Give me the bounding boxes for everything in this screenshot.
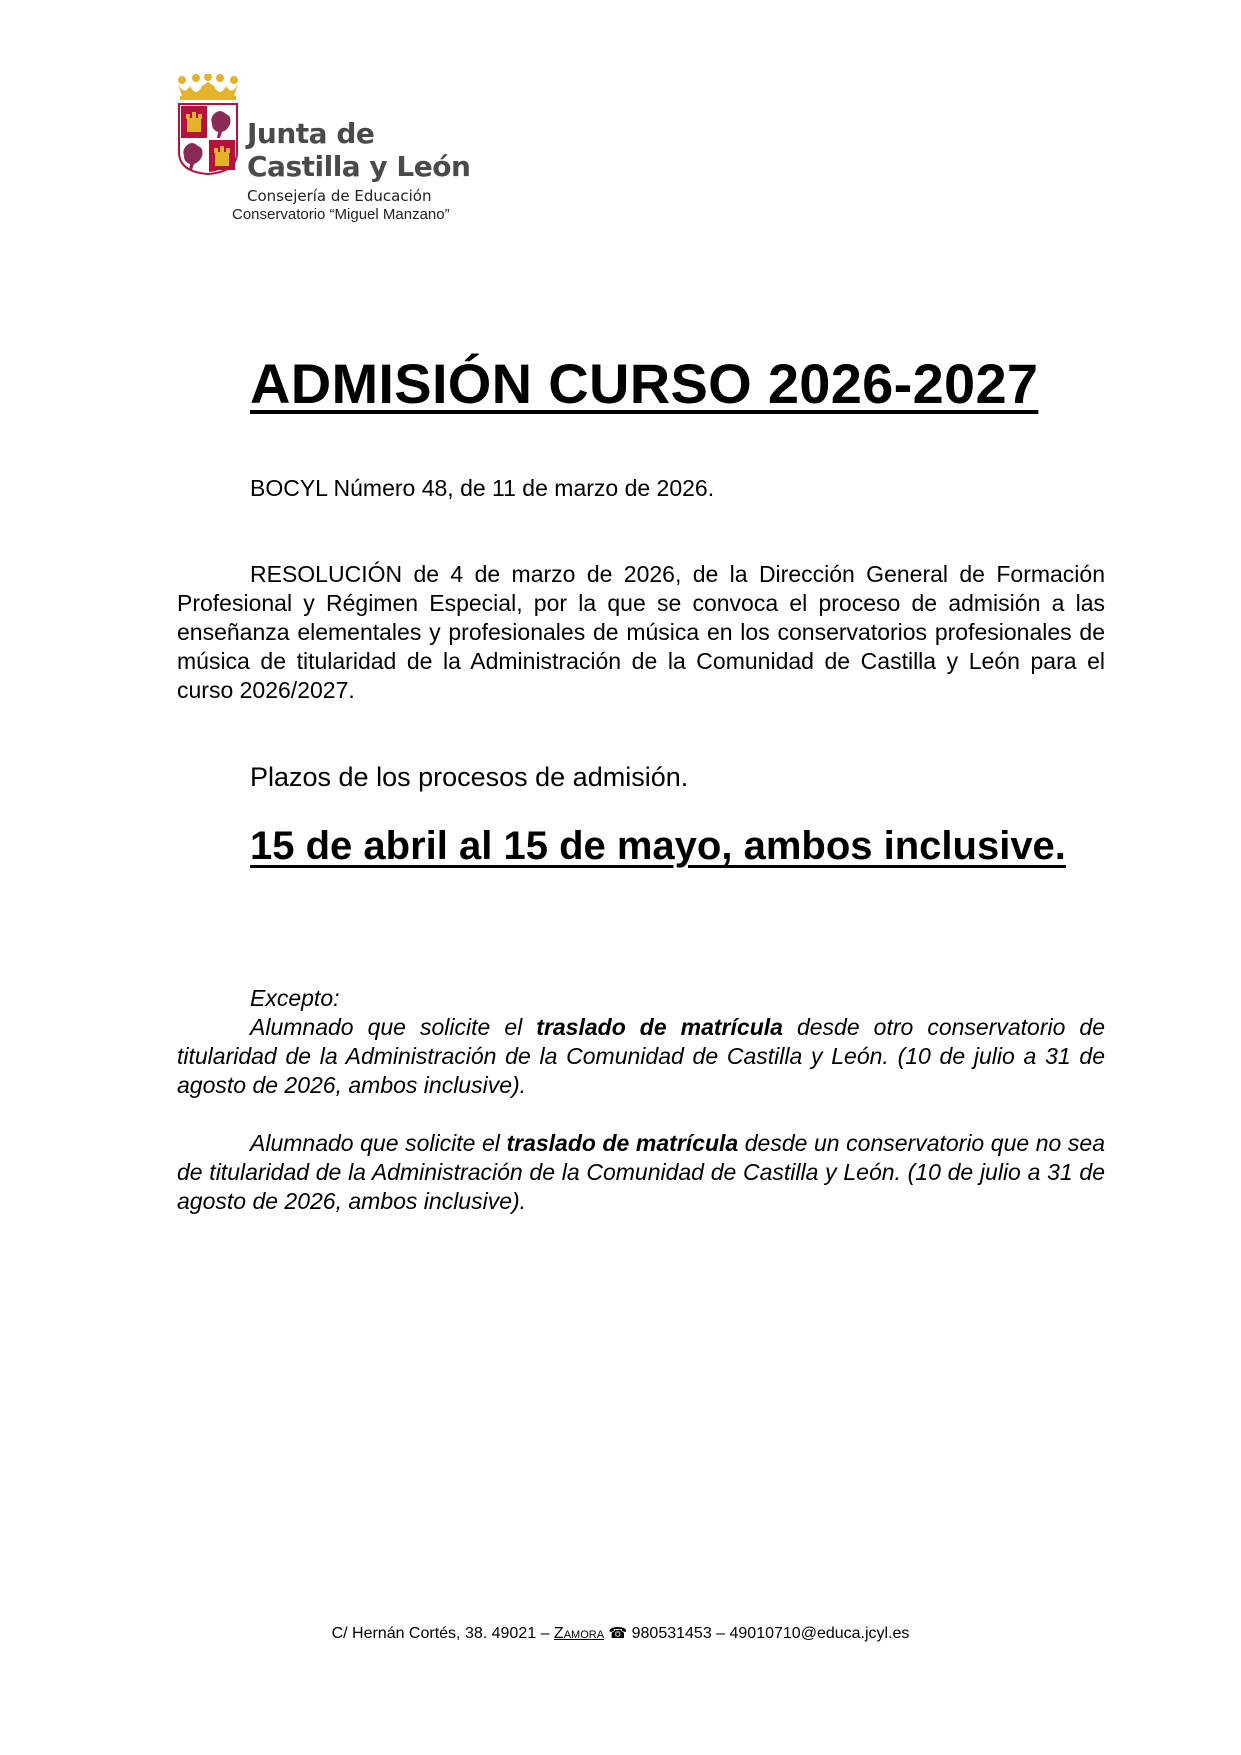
footer-address: C/ Hernán Cortés, 38. 49021 – [331, 1625, 554, 1642]
exceptions-label: Excepto: [250, 985, 340, 1011]
organization-name-line1: Junta de [247, 117, 375, 150]
department-name: Consejería de Educación [247, 187, 432, 205]
exception-1-text-start: Alumnado que solicite el [250, 1014, 537, 1040]
organization-name-line2: Castilla y León [247, 150, 471, 183]
exception-2-text-end: desde un conservatorio que no sea de titularidad de la Administración de la Comunidad de Castilla y León. (10 de julio a 31 de agosto de 2026, ambos inclusive). [177, 1130, 1105, 1214]
exception-1-highlight: traslado de matrícula [536, 1014, 783, 1040]
page-footer [0, 1624, 1241, 1643]
document-title: ADMISIÓN CURSO 2026-2027 [250, 352, 1039, 415]
footer-contact: 980531453 – 49010710@educa.jcyl.es [627, 1625, 910, 1642]
deadlines-dates: 15 de abril al 15 de mayo, ambos inclusive. [250, 824, 1066, 868]
bocyl-reference: BOCYL Número 48, de 11 de marzo de 2026. [250, 475, 715, 501]
school-name: Conservatorio “Miguel Manzano” [232, 206, 450, 223]
exception-2-text-start: Alumnado que solicite el [250, 1130, 507, 1156]
organization-name [247, 117, 470, 183]
footer-city: Zamora [553, 1625, 605, 1642]
resolution-paragraph: RESOLUCIÓN de 4 de marzo de 2026, de la Dirección General de Formación Profesional y Régimen Especial, por la que se convoca el proceso de admisión a las enseñanza elementales y profesionales de música en los conservatorios profesionales de música de titularidad de la Administración de la Comunidad de Castilla y León para el curso 2026/2027. [177, 561, 1105, 703]
telephone-icon: ☎ [608, 1624, 628, 1642]
exception-paragraph-1 [177, 1013, 1105, 1100]
exception-paragraph-2 [177, 1129, 1105, 1216]
deadlines-label: Plazos de los procesos de admisión. [250, 762, 689, 792]
exception-2-highlight: traslado de matrícula [506, 1130, 739, 1156]
header-logo [176, 74, 496, 234]
coat-of-arms-icon [176, 74, 240, 178]
exception-1-text-end: desde otro conservatorio de titularidad de la Administración de la Comunidad de Castilla y León. (10 de julio a 31 de agosto de 2026, ambos inclusive). [177, 1014, 1105, 1098]
